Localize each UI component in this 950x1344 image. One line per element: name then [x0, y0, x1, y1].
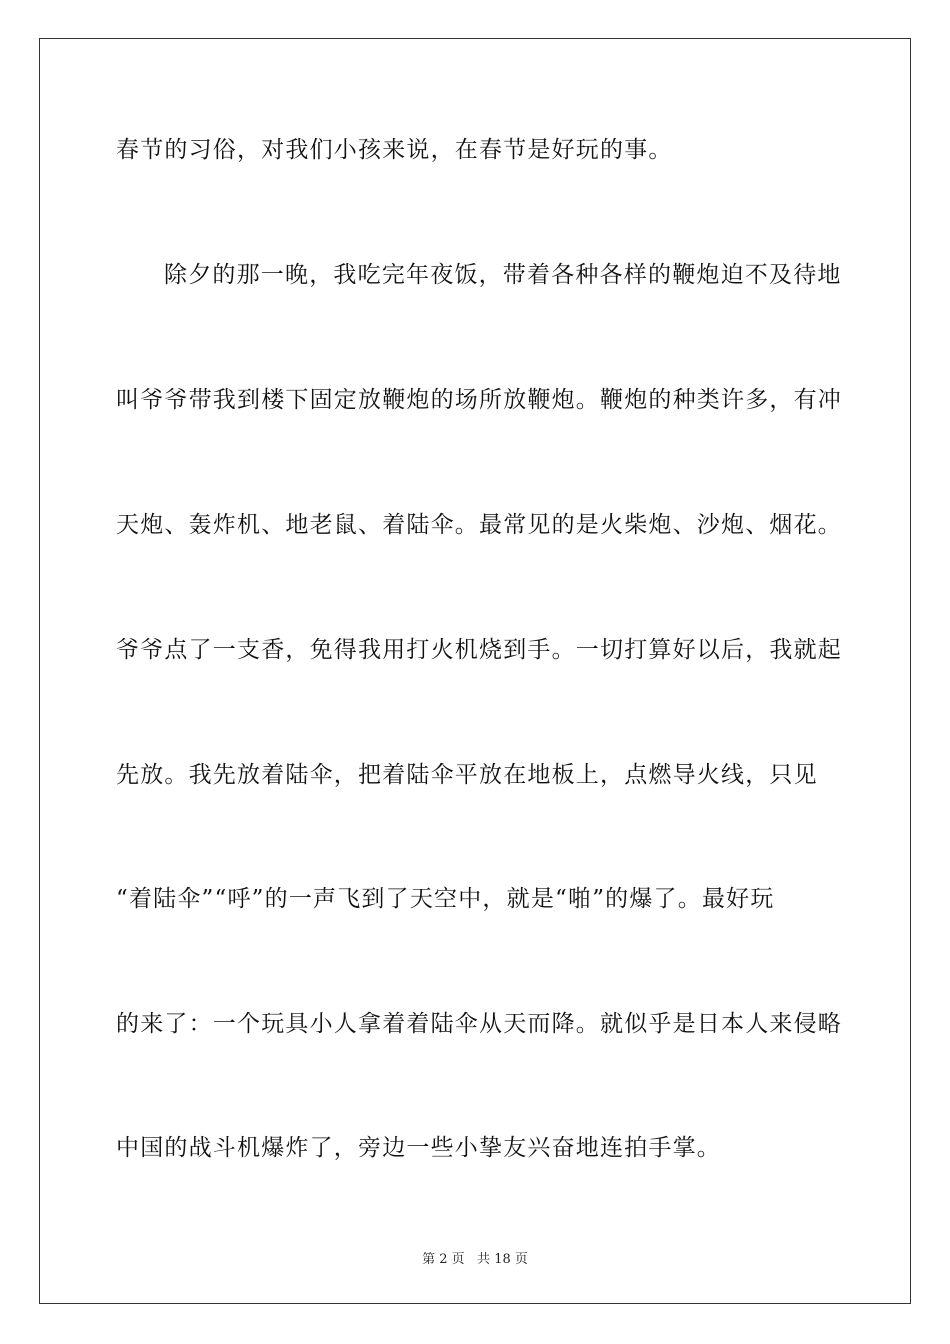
text-line-5: 爷爷点了一支香，免得我用打火机烧到手。一切打算好以后，我就起 [116, 637, 842, 663]
text-line-9: 中国的战斗机爆炸了，旁边一些小挚友兴奋地连拍手掌。 [116, 1135, 721, 1161]
text-line-7: “着陆伞”“呼”的一声飞到了天空中，就是“啪”的爆了。最好玩 [116, 886, 775, 912]
text-line-2: 除夕的那一晚，我吃完年夜饭，带着各种各样的鞭炮迫不及待地 [164, 262, 842, 288]
text-line-3: 叫爷爷带我到楼下固定放鞭炮的场所放鞭炮。鞭炮的种类许多，有冲 [116, 387, 842, 413]
text-line-1: 春节的习俗，对我们小孩来说，在春节是好玩的事。 [116, 137, 673, 163]
text-line-8: 的来了：一个玩具小人拿着着陆伞从天而降。就似乎是日本人来侵略 [116, 1011, 842, 1037]
text-line-4: 天炮、轰炸机、地老鼠、着陆伞。最常见的是火柴炮、沙炮、烟花。 [116, 512, 842, 538]
text-line-6: 先放。我先放着陆伞，把着陆伞平放在地板上，点燃导火线，只见 [116, 762, 818, 788]
page-border [39, 38, 911, 1304]
page-number-footer: 第 2 页 共 18 页 [422, 1252, 528, 1267]
